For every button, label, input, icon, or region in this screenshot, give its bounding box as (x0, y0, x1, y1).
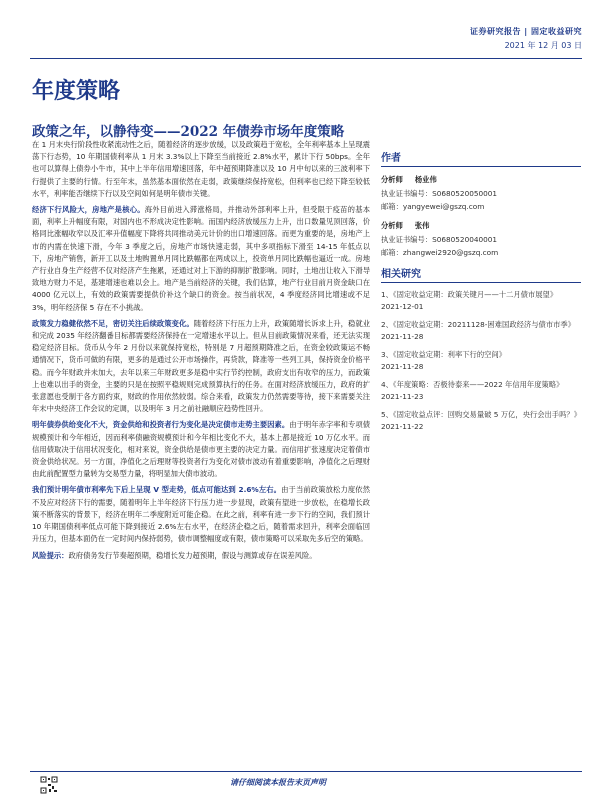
related-item[interactable] (381, 319, 581, 343)
paragraph-supply-text: 由于明年赤字率和专项债规模预计和今年相近，因而利率债融资规模预计和今年相比变化不大，基本上都是接近 10 万亿水平。而信用债取决于信用状况变化，相对来说，资金供给是债市更主要的决定力量。而信用扩张速度决定着债市资金供给状况。另一方面，净值化之后理财等投资者行为变化对债市波动有着重要影响，净值化之后理财由此前配置型力量转为交易型力量，将明显加大债市波动。 (32, 420, 371, 479)
related-item[interactable] (381, 349, 581, 373)
report-type: 证券研究报告 | 固定收益研究 (470, 27, 582, 36)
paragraph-intro: 在 1 月末央行阶段性收紧流动性之后，随着经济的逐步放缓，以及政策趋于宽松，全年利率基本上呈现震荡下行态势，10 年期国债利率从 1 月末 3.3%以上下降至当前接近 2.8%水平，累计下行 50bps。全年也可以算得上债券小牛市，其中上半年信用增速回落，年中超预期降准以及 10 月中旬以来的三波利率下行提供了主要的行情。行至年末，虽然基本面依然在走弱，政策继续保持宽松，但利率也已经下降至较低水平，利率能否继续下行以及空间如何是明年债市关键。 (32, 140, 370, 198)
analyst-2-license: 执业证书编号：S0680520040001 (381, 235, 498, 244)
paragraph-economy-text: 海外目前进入滞涨格局，并推动外部利率上升，但受限于疫苗的基本面，利率上升幅度有限，对国内也不形成决定性影响。而国内经济放缓压力上升，出口数量见顶回落，价格同比涨幅收窄以及汇率升值幅度下降将共同推动美元计价的出口增速回落。而更为重要的是，房地产上市的内需在快速下滑，今年 3 季度之后，房地产市场快速走弱，其中多项指标下滑至 14-15 年低点以下，房地产销售，新开工以及土地购置单月同比跌幅都在两成以上，投资单月同比跌幅也逼近一成。房地产行业自身生产经营不仅对经济产生拖累，还通过对上下游的抑制扩散影响。同时，土地出让收入下滑导致地方财力不足，基建增速也难以会上。地产是当前经济的关键，我们估算，地产行业目前月资金缺口在 4000 亿元以上，有效的政策需要提供价补这个缺口的资金。按当前状况，4 季度经济同比增速或不足 3%，明年经济保 5 存在不小挑战。 (32, 205, 371, 312)
report-date: 2021 年 12 月 03 日 (504, 41, 582, 50)
related-item[interactable] (381, 289, 581, 313)
paragraph-policy-heading: 政策发力稳健依然不足，密切关注后续政策变化。 (32, 318, 194, 328)
related-item-title: 3、《固定收益定期：利率下行的空间》 (381, 350, 507, 359)
header-divider (30, 58, 582, 59)
paragraph-supply (32, 419, 370, 480)
related-item-date: 2021-11-28 (381, 362, 424, 371)
related-item-date: 2021-11-22 (381, 422, 424, 431)
related-item-date: 2021-12-01 (381, 302, 424, 311)
analyst-1-email[interactable]: 邮箱：yangyewei@gszq.com (381, 202, 485, 211)
paragraph-supply-heading: 明年债券供给变化不大，资金供给和投资者行为变化是决定债市走势主要因素。 (32, 420, 290, 430)
report-header (470, 26, 582, 51)
paragraph-policy (32, 318, 370, 416)
related-research-heading: 相关研究 (381, 265, 581, 283)
risk-heading: 风险提示： (32, 550, 69, 560)
analyst-1-license: 执业证书编号：S0680520050001 (381, 189, 498, 198)
related-item-title: 5、《固定收益点评：回购交易量破 5 万亿，央行会出手吗？》 (381, 410, 581, 419)
authors-heading: 作者 (381, 149, 581, 167)
analyst-2-role: 分析师 (381, 221, 403, 230)
related-item-title: 2、《固定收益定期：20211128-困难国政经济与债市市季》 (381, 320, 575, 329)
sidebar (381, 149, 581, 439)
paragraph-risk (32, 550, 370, 562)
paragraph-economy (32, 204, 370, 314)
main-body (32, 139, 370, 566)
paragraph-forecast-text: 由于当前政策放松力度依然不及应对经济下行的需要，随着明年上半年经济下行压力进一步显现，政策有望进一步放松，在稳增长政策不断落实的背景下，经济在明年二季度附近可能企稳。在此之前，利率有进一步下行的空间，我们预计 10 年期国债利率低点可能下降到接近 2.6%左右水平，在经济企稳之后，随着需求回升，利率会面临回升压力，但基本面仍在一定时间内保持弱势，债市调整幅度或有限，债市策略可以采取先多后空的策略。 (32, 485, 370, 544)
section-title: 年度策略 (32, 78, 121, 104)
related-item-title: 1、《固定收益定期：政策关键月——十二月债市展望》 (381, 290, 558, 299)
footer-divider (30, 771, 582, 772)
paragraph-forecast-heading: 我们预计明年债市利率先下后上呈现 V 型走势，低点可能达到 2.6%左右。 (32, 485, 282, 495)
analyst-1 (381, 173, 581, 187)
analyst-2-email[interactable]: 邮箱：zhangwei2920@gszq.com (381, 248, 499, 257)
paragraph-policy-text: 随着经济下行压力上升，政策随增长诉求上升，稳就业和完成 2035 年经济翻番目标都需要经济保持在一定增速水平以上。但从目前政策情况来看，还无法实现稳定经济目标。货币从今年 2 月份以来就保持宽松，特别是 7 月超预期降准之后，在资金较政策运不畅通情况下，货币可做的有限，更多的是通过公开市场操作，再贷款，降准等一些列工具，保持资金价格平稳。而今年财政并未加大，去年以来三年财政更多是稳中实行节约控制，政府支出有收窄的压力，而政策上也难以出手的资金，主要的只是在按照平稳规则完成预算执行的任务。在面对经济放缓压力，政府的扩张意愿也受制于各方面约束，财政的作用依然较弱。综合来看，政策发力仍然需要等待，接下来需要关注年末中央经济工作会议的定调，以及明年 3 月之前社融顺应趋势性回升。 (32, 318, 371, 414)
analyst-2-name: 张伟 (414, 221, 430, 230)
analyst-1-name: 杨业伟 (414, 175, 437, 184)
qr-code-icon (40, 776, 58, 794)
related-item[interactable] (381, 379, 581, 403)
paragraph-forecast (32, 484, 370, 545)
related-item-date: 2021-11-28 (381, 332, 424, 341)
related-item-date: 2021-11-23 (381, 392, 424, 401)
related-item-title: 4、《年度策略：否极待泰来——2022 年信用年度策略》 (381, 380, 564, 389)
page-title: 政策之年，以静待变——2022 年债券市场年度策略 (32, 124, 345, 140)
related-item[interactable] (381, 409, 581, 433)
risk-text: 政府债务发行节奏超预期，稳增长发力超预期，假设与测算或存在误差风险。 (68, 550, 317, 560)
analyst-1-role: 分析师 (381, 175, 403, 184)
analyst-2 (381, 219, 581, 233)
paragraph-economy-heading: 经济下行风险大，房地产是核心。 (32, 205, 145, 215)
footer-disclaimer: 请仔细阅读本报告末页声明 (230, 778, 326, 787)
